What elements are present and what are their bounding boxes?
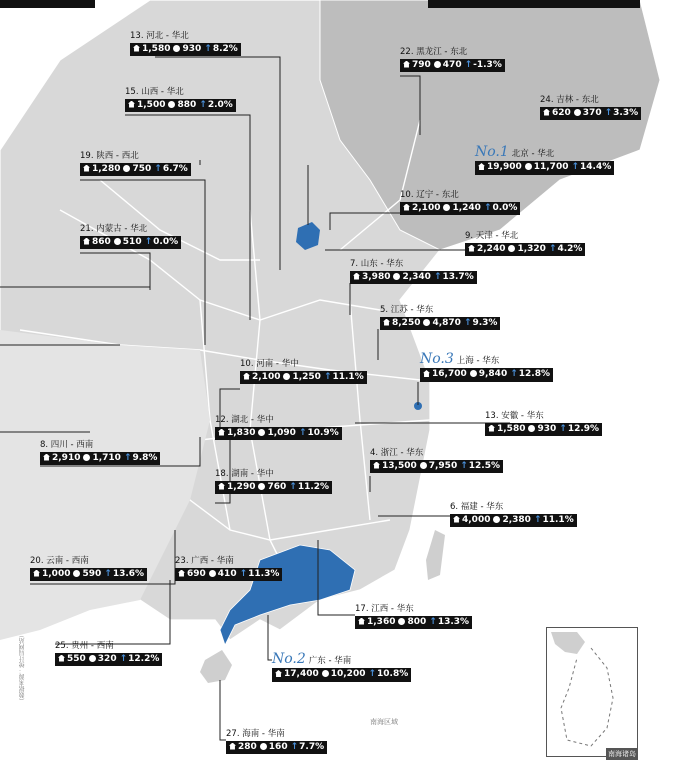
house-icon	[423, 370, 430, 377]
up-arrow-icon: ↑	[604, 107, 613, 118]
region-stats: 19,900 11,700 ↑14.4%	[475, 161, 614, 175]
region-stats: 1,280 750 ↑6.7%	[80, 163, 191, 177]
house-icon	[403, 204, 410, 211]
region-stats: 2,100 1,240 ↑0.0%	[400, 202, 520, 216]
up-arrow-icon: ↑	[119, 653, 128, 664]
gear-icon	[434, 61, 441, 68]
region-stats: 2,240 1,320 ↑4.2%	[465, 243, 585, 257]
house-icon	[453, 516, 460, 523]
gear-icon	[393, 273, 400, 280]
region-hubei	[215, 416, 342, 440]
region-shanghai	[420, 352, 553, 382]
gear-icon	[398, 618, 405, 625]
region-title: 21. 内蒙古 - 华北	[80, 224, 148, 234]
up-arrow-icon: ↑	[368, 669, 377, 679]
region-stats: 1,000 590 ↑13.6%	[30, 568, 147, 582]
region-guangxi	[175, 557, 282, 581]
region-stats: 1,360 800 ↑13.3%	[355, 616, 472, 630]
region-stats: 8,250 4,870 ↑9.3%	[380, 317, 500, 331]
up-arrow-icon: ↑	[289, 481, 297, 492]
up-arrow-icon: ↑	[144, 236, 153, 247]
region-stats: 280 160 ↑7.7%	[226, 741, 327, 755]
region-zhejiang	[370, 449, 503, 473]
inset-map	[547, 628, 637, 756]
region-stats: 13,500 7,950 ↑12.5%	[370, 460, 503, 474]
region-jiangsu	[380, 306, 500, 330]
house-icon	[83, 238, 90, 245]
inset-label: 南海诸岛	[608, 750, 636, 758]
region-tianjin	[465, 232, 585, 256]
up-arrow-icon: ↑	[123, 452, 132, 463]
house-icon	[383, 319, 390, 326]
gear-icon	[73, 570, 80, 577]
up-arrow-icon: ↑	[483, 202, 492, 213]
region-title: 22. 黑龙江 - 东北	[400, 47, 468, 57]
up-arrow-icon: ↑	[510, 369, 518, 379]
region-stats: 2,910 1,710 ↑9.8%	[40, 452, 160, 466]
gear-icon	[525, 163, 532, 170]
gear-icon	[322, 670, 329, 677]
up-arrow-icon: ↑	[571, 162, 580, 172]
house-icon	[488, 425, 495, 432]
region-hebei	[130, 32, 241, 56]
gear-icon	[123, 165, 130, 172]
rank-label: No.1	[475, 144, 509, 160]
region-neimenggu	[80, 225, 181, 249]
region-guizhou	[55, 642, 162, 666]
region-beijing	[475, 145, 614, 175]
region-liaoning	[400, 191, 520, 215]
region-title: 24. 吉林 - 东北	[540, 95, 599, 105]
region-stats: 1,580 930 ↑8.2%	[130, 43, 241, 57]
gear-icon	[574, 109, 581, 116]
region-title: 20. 云南 - 西南	[30, 556, 89, 566]
up-arrow-icon: ↑	[290, 741, 299, 752]
region-title: 4. 浙江 - 华东	[370, 448, 424, 458]
up-arrow-icon: ↑	[323, 371, 332, 382]
hainan-island	[200, 650, 232, 683]
house-icon	[403, 61, 410, 68]
up-arrow-icon: ↑	[429, 616, 437, 627]
up-arrow-icon: ↑	[298, 427, 307, 438]
up-arrow-icon: ↑	[154, 163, 162, 174]
region-title: 9. 天津 - 华北	[465, 231, 519, 241]
region-jiangxi	[355, 605, 472, 629]
region-stats: 1,580 930 ↑12.9%	[485, 423, 602, 437]
region-stats: 4,000 2,380 ↑11.1%	[450, 514, 577, 528]
house-icon	[128, 101, 135, 108]
region-stats: 1,500 880 ↑2.0%	[125, 99, 236, 113]
rank-label: No.2	[272, 651, 306, 667]
house-icon	[218, 483, 225, 490]
region-stats: 16,700 9,840 ↑12.8%	[420, 368, 553, 382]
up-arrow-icon: ↑	[559, 423, 567, 434]
up-arrow-icon: ↑	[464, 59, 473, 70]
region-title: 17. 江西 - 华东	[355, 604, 414, 614]
region-stats: 3,980 2,340 ↑13.7%	[350, 271, 477, 285]
region-shandong	[350, 260, 477, 284]
region-hainan	[226, 730, 327, 754]
gear-icon	[209, 570, 216, 577]
region-heilongjiang	[400, 48, 505, 72]
region-title: 23. 广西 - 华南	[175, 556, 234, 566]
house-icon	[353, 273, 360, 280]
gear-icon	[258, 483, 265, 490]
region-title: 8. 四川 - 西南	[40, 440, 94, 450]
house-icon	[229, 743, 236, 750]
region-stats: 1,830 1,090 ↑10.9%	[215, 427, 342, 441]
house-icon	[478, 163, 485, 170]
house-icon	[468, 245, 475, 252]
gear-icon	[168, 101, 175, 108]
region-stats: 1,290 760 ↑11.2%	[215, 481, 332, 495]
source-credit: （数据来源：统计局网站）	[19, 632, 26, 704]
region-title: No.1 北京 - 华北	[475, 144, 555, 160]
gear-icon	[283, 373, 290, 380]
house-icon	[243, 373, 250, 380]
region-title: 25. 贵州 - 西南	[55, 641, 114, 651]
house-icon	[83, 165, 90, 172]
gear-icon	[528, 425, 535, 432]
up-arrow-icon: ↑	[548, 243, 557, 254]
up-arrow-icon: ↑	[463, 317, 472, 328]
gear-icon	[508, 245, 515, 252]
region-stats: 2,100 1,250 ↑11.1%	[240, 371, 367, 385]
house-icon	[218, 429, 225, 436]
region-henan	[240, 360, 367, 384]
region-title: 7. 山东 - 华东	[350, 259, 404, 269]
region-title: No.2 广东 - 华南	[272, 651, 352, 667]
region-title: 5. 江苏 - 华东	[380, 305, 434, 315]
region-title: 6. 福建 - 华东	[450, 502, 504, 512]
gear-icon	[89, 655, 96, 662]
house-icon	[358, 618, 365, 625]
region-yunnan	[30, 557, 147, 581]
gear-icon	[493, 516, 500, 523]
region-stats: 690 410 ↑11.3%	[175, 568, 282, 582]
region-title: 13. 安徽 - 华东	[485, 411, 544, 421]
region-title: 19. 陕西 - 西北	[80, 151, 139, 161]
region-stats: 620 370 ↑3.3%	[540, 107, 641, 121]
up-arrow-icon: ↑	[433, 271, 442, 282]
region-title: No.3 上海 - 华东	[420, 351, 500, 367]
region-title: 13. 河北 - 华北	[130, 31, 189, 41]
house-icon	[543, 109, 550, 116]
region-title: 27. 海南 - 华南	[226, 729, 285, 739]
house-icon	[43, 454, 50, 461]
gear-icon	[423, 319, 430, 326]
house-icon	[133, 45, 140, 52]
house-icon	[178, 570, 185, 577]
taiwan-island	[426, 530, 445, 580]
house-icon	[373, 462, 380, 469]
region-title: 18. 湖南 - 华中	[215, 469, 274, 479]
sea-label: 南海区域	[370, 718, 398, 726]
gear-icon	[420, 462, 427, 469]
gear-icon	[258, 429, 265, 436]
south-china-sea-inset	[546, 627, 638, 757]
region-title: 10. 河南 - 华中	[240, 359, 299, 369]
region-stats: 550 320 ↑12.2%	[55, 653, 162, 667]
region-title: 10. 辽宁 - 东北	[400, 190, 459, 200]
gear-icon	[443, 204, 450, 211]
region-anhui	[485, 412, 602, 436]
gear-icon	[260, 743, 267, 750]
region-stats: 860 510 ↑0.0%	[80, 236, 181, 250]
region-title: 12. 湖北 - 华中	[215, 415, 274, 425]
region-guangdong	[272, 652, 411, 682]
up-arrow-icon: ↑	[204, 43, 212, 54]
region-jilin	[540, 96, 641, 120]
region-stats: 17,400 10,200 ↑10.8%	[272, 668, 411, 682]
house-icon	[275, 670, 282, 677]
region-fujian	[450, 503, 577, 527]
up-arrow-icon: ↑	[104, 568, 112, 579]
up-arrow-icon: ↑	[239, 568, 248, 579]
region-hunan	[215, 470, 332, 494]
gear-icon	[470, 370, 477, 377]
house-icon	[33, 570, 40, 577]
up-arrow-icon: ↑	[533, 514, 542, 525]
up-arrow-icon: ↑	[460, 460, 468, 471]
region-shaanxi	[80, 152, 191, 176]
rank-label: No.3	[420, 351, 454, 367]
top-rule-right	[428, 0, 640, 8]
house-icon	[58, 655, 65, 662]
gear-icon	[83, 454, 90, 461]
gear-icon	[114, 238, 121, 245]
region-shanxi	[125, 88, 236, 112]
top-rule-left	[0, 0, 95, 8]
gear-icon	[173, 45, 180, 52]
up-arrow-icon: ↑	[199, 99, 207, 110]
region-stats: 790 470 ↑-1.3%	[400, 59, 505, 73]
region-title: 15. 山西 - 华北	[125, 87, 184, 97]
region-sichuan	[40, 441, 160, 465]
